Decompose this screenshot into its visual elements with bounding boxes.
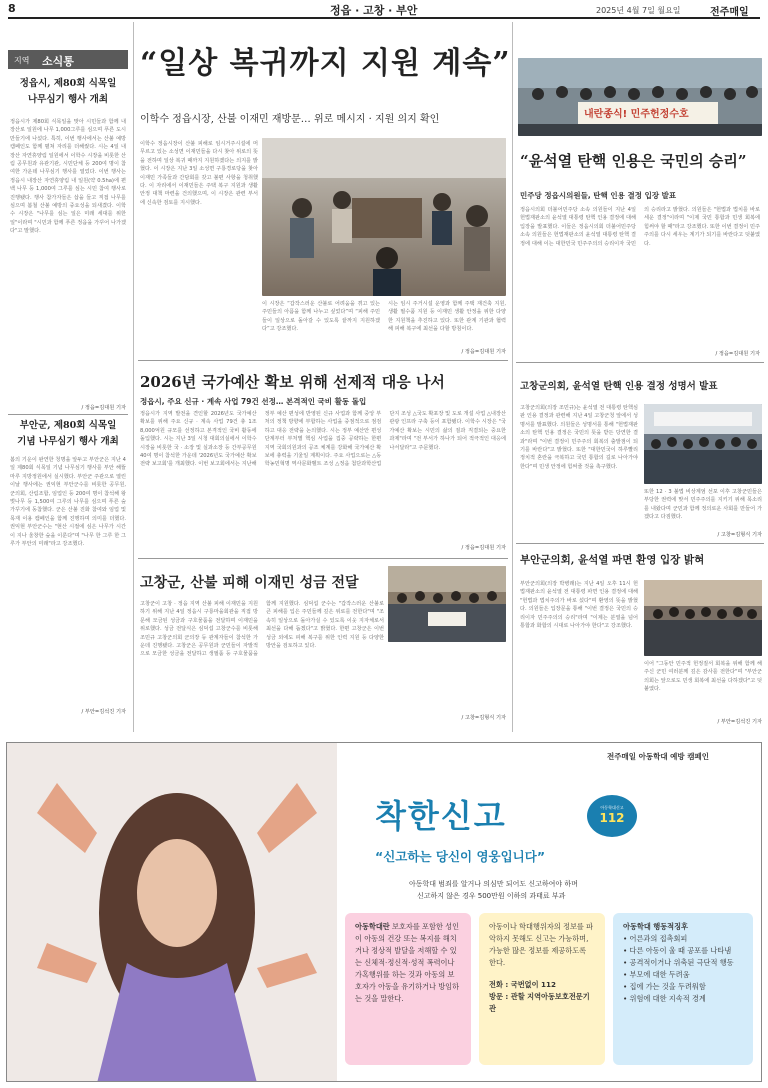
right-top-headline: “윤석열 탄핵 인용은 국민의 승리” [520,152,747,170]
card3-item: • 어른과의 접촉회피 [623,934,688,943]
header-rule [8,17,760,19]
lead-body-1: 이학수 정읍시장이 산불 피해로 임시거주시설에 머무르고 있는 소성면 이재민들을 다시 찾아 위로의 뜻을 전하며 일상 복귀 때까지 지원하겠다는 의지를 밝혔다. 이 시장은 지난 3일 소성면 구룡경로당을 찾아 이재민 가족들과 간담회를 갖고 불편 사항을 청취했다. 이 자리에서 이재민들은 주택 복구 지원과 생활 안정 대책 마련을 건의했으며, 이 시장은 관련 부서에 신속한 검토를 지시했다. [140,141,258,206]
meeting-photo-illustration [262,138,506,296]
card2-phone: 전화 : 국번없이 112 [489,980,557,989]
right-mid-headline: 고창군의회, 윤석열 탄핵 인용 결정 성명서 발표 [520,381,718,392]
right-mid-body: 고창군의회(의장 조민규)는 윤석열 전 대통령 탄핵심판 인용 결정과 관련해 지난 4일 고창군청 앞에서 성명서를 발표했다. 의원들은 성명서를 통해 "헌법재판소의 탄핵 인용 결정은 국민의 뜻을 받든 당연한 결과"라며 "이번 결정이 민주주의 회복의 출발점이 되기를 바란다"고 밝혔다. 또한 "대한민국이 하루빨리 정치적 혼란을 극복하고 국민 통합의 길로 나아가야 한다"며 민생 안정에 힘써줄 것을 촉구했다. [520,405,638,470]
ad-desc-1: 아동학대 범죄를 알거나 의심만 되어도 신고하여야 하며 [409,880,578,888]
lead-body-3: 시는 임시 주거시설 운영과 함께 주택 재건축 지원, 생활 필수품 지원 등 이재민 생활 안정을 위한 다양한 지원책을 추진하고 있다. 또한 관계 기관과 협력해 피해 복구에 최선을 다할 방침이다. [388,301,506,333]
gochang-body: 고창군이 고창 · 정읍 지역 산불 피해 이재민을 지원하기 위해 지난 4일 정읍시 구룡마을회관을 직접 방문해 모금된 성금과 구호물품을 전달하며 이재민을 위로했다. 성금 전달식은 심덕섭 고창군수를 비롯해 조민규 고창군의회 군의장 등 관계자들이 참석한 가운데 진행됐다. 고창군은 공무원과 군민들이 자발적으로 모금한 성금을 전달하고 생필품 등 구호물품을 함께 지원했다. 심덕섭 군수는 "갑작스러운 산불로 큰 피해를 입은 주민들께 깊은 위로를 전한다"며 "조속히 일상으로 돌아가실 수 있도록 이웃 지자체로서 최선을 다해 돕겠다"고 밝혔다. 한편 고창군은 이번 성금 외에도 피해 복구를 위한 인력 지원 등 다양한 방안을 검토하고 있다. [140,601,384,658]
right-bot-byline: / 부안=김석진 기자 [717,719,762,725]
card3-item: • 위험에 대한 지속적 경계 [623,994,706,1003]
card3-item: • 부모에 대한 두려움 [623,970,690,979]
sidebar-item2-headline: 부안군, 제80회 식목일 기념 나무심기 행사 개최 [17,420,119,447]
card3-list [623,933,743,1005]
sidebar-item1-headline: 정읍시, 제80회 식목일 나무심기 행사 개최 [19,78,117,105]
card3-title: 아동학대 행동적징후 [623,922,688,931]
ad-card-report [479,913,605,1065]
card1-title: 아동학대란 [355,922,390,931]
sidebar-tag: 지역 [14,56,30,65]
lead-byline: / 정읍=김대원 기자 [461,349,506,355]
rally-photo-illustration [518,58,762,136]
card3-item: • 집에 가는 것을 두려워함 [623,982,706,991]
ad-card-definition [345,913,471,1065]
card1-text: 보호자를 포함한 성인이 아동의 건강 또는 복지를 해치거나 정상적 발달을 저해할 수 있는 신체적·정신적·성적 폭력이나 가혹행위를 하는 것과 아동의 보호자가 아동을 유기하거나 방임하는 것을 말한다. [355,922,460,1003]
card3-item: • 다른 아동이 울 때 공포를 나타냄 [623,946,732,955]
paper-name: 전주매일 [710,7,749,18]
budget-byline: / 정읍=김대원 기자 [461,545,506,551]
ad-112-badge [587,795,637,837]
sidebar-item2-body: 봄의 기운이 완연한 청명을 앞두고 부안군은 지난 4일 제80회 식목일 기념 나무심기 행사를 부안 해뜰마루 지방정원에서 실시했다. 부안군 주관으로 열린 이날 행사에는 권익현 부안군수를 비롯한 공무원, 군의회, 산림조합, 임업인 등 200여 명이 참석해 왕벚나무 등 1,500여 그루의 나무를 심으며 푸른 숲 가꾸기에 동참했다. 군은 산불 진화 참여와 임업 및 목재 이용 캠페인을 함께 진행하며 의미를 더했다. 권익현 부안군수는 "현산 시절에 심은 나무가 시간이 지나 울창한 숲을 이룬다"며 "나무 한 그루 한 그루가 부안의 미래"라고 강조했다. [10,457,126,548]
page-number: 8 [8,2,16,15]
lead-headline: “일상 복귀까지 지원 계속” [140,46,511,81]
badge-top-text: 아동학대신고 [600,805,624,810]
budget-subhead: 정읍시, 주요 신규 · 계속 사업 79건 선정… 본격적인 국비 활동 돌입 [140,397,367,406]
ad-campaign: 전주매일 아동학대 예방 캠페인 [607,752,710,761]
budget-headline: 2026년 국가예산 확보 위해 선제적 대응 나서 [140,373,445,391]
right-bot-headline: 부안군의회, 윤석열 파면 환영 입장 밝혀 [520,554,705,566]
card2-visit: 방문 : 관할 지역아동보호전문기관 [489,992,590,1013]
assembly-photo-illustration [644,580,762,656]
ad-illustration [7,743,337,1082]
ad-card-signs [613,913,753,1065]
card2-text: 아동이나 학대행위자의 정보를 파악하지 못해도 신고는 가능하며, 가능한 많은 정보를 제공하도록 한다. [489,922,594,967]
sidebar-title: 소식통 [42,55,74,68]
child-abuse-ad [6,742,762,1082]
council-photo [644,404,762,484]
council-photo-illustration [644,404,762,484]
lead-subhead: 이학수 정읍시장, 산불 이재민 재방문… 위로 메시지 · 지원 의지 확인 [140,114,440,125]
right-mid-caption: 또한 12 · 3 불법 비상계엄 선포 이후 고창군민들은 부당한 권력에 맞서 민주주의를 지키기 위해 목소리를 내왔다며 군민과 함께 정의로운 사회를 만들어 가겠다고 다짐했다. [644,489,762,521]
sidebar-item1-body: 정읍시가 제80회 식목일을 맞아 시민들과 함께 내장산로 일원에 나무 1,000그루를 심으며 푸른 도시 만들기에 나섰다. 특히, 이번 행사에서는 산불 예방 캠페인도 함께 펼쳐 자리를 더해줬다. 시는 4일 내장산 자연휴양림 일원에서 이학수 시장을 비롯한 산림 공무원과 유관기관, 시민단체 등 200여 명이 참여한 가운데 나무심기 행사를 열었다. 이번 행사는 정읍시 내장산 자연휴양림 내 일원(약 0.5ha)에 편백 나무 등 1,000여 그루를 심는 시민 참여 행사로 진행됐다. 행사 참가자들은 삽을 들고 직접 나무를 심으며 봄철 산불 예방의 중요성을 되새겼다. 이학수 시장은 "나무를 심는 일은 미래 세대를 위한 일"이라며 "시민과 함께 푸른 정읍을 가꾸어 나가겠다"고 말했다. [10,119,126,235]
issue-date: 2025년 4월 7일 월요일 [596,6,681,15]
card3-item: • 공격적이거나 위축된 극단적 행동 [623,958,734,967]
right-mid-byline: / 고창=김형식 기자 [717,532,762,538]
right-bot-body: 부안군의회(의장 박병래)는 지난 4일 오후 11시 헌법재판소의 윤석열 전 대통령 파면 인용 결정에 대해 "헌법과 법치주의가 바로 섰다"며 환영의 뜻을 밝혔다. 의원들은 입장문을 통해 "이번 결정은 국민의 승리이자 민주주의의 승리"라며 "이제는 분열을 넘어 통합과 화합의 시대로 나아가야 한다"고 강조했다. [520,581,638,630]
rally-photo [518,58,762,136]
ad-desc-2: 신고하지 않은 경우 500만원 이하의 과태료 부과 [417,892,566,900]
rally-banner: 내란종식! 민주헌정수호 [584,109,689,120]
sidebar-item2-byline: / 부안=김석진 기자 [81,709,126,715]
badge-number: 112 [599,811,625,825]
budget-body: 정읍시가 지역 발전을 견인할 2026년도 국가예산 확보를 위해 주요 신규 · 계속 사업 79건 총 1조 8,000억원 규모를 선정하고 본격적인 국비 활동에 돌입했다. 시는 지난 3일 시청 대회의실에서 이학수 시장을 비롯한 국 · 소장 및 실과소장 등 간부공무원 40여 명이 참석한 가운데 '2026년도 국가예산 확보 전략 보고회'를 개최했다. 이번 보고회에서는 지난해 정부 예산 편성에 반영된 신규 사업과 함께 중앙 부처의 정책 방향에 부합하는 사업을 중점적으로 점검하고 대응 전략을 논의했다. 시는 정부 예산안 편성 단계부터 부처별 핵심 사업을 집중 공략하는 한편 지역 국회의원과의 공조 체계를 강화해 국가예산 확보에 총력을 기울일 계획이다. 주요 사업으로는 △동학농민혁명 역사문화벨트 조성 △정읍 첨단과학산업단지 조성 △국도 확포장 및 도로 개설 사업 △내장산 관광 인프라 구축 등이 포함됐다. 이학수 시장은 "국가예산 확보는 시민의 삶의 질과 직결되는 중요한 과제"라며 "전 부서가 하나가 되어 적극적인 대응에 나서달라"고 주문했다. [140,411,506,468]
section-title: 정읍 · 고창 · 부안 [330,4,418,17]
lead-body-2: 이 시장은 “갑작스러운 산불로 어려움을 겪고 있는 주민들의 아픔을 함께 나누고 싶었다”며 “피해 주민들이 일상으로 돌아갈 수 있도록 끝까지 지원하겠다”고 강조했다. [262,301,380,333]
right-top-subhead: 민주당 정읍시의원들, 탄핵 인용 결정 입장 발표 [520,191,677,200]
gochang-headline: 고창군, 산불 피해 이재민 성금 전달 [140,575,359,591]
donation-photo [388,566,506,642]
donation-photo-illustration [388,566,506,642]
sidebar-item1-byline: / 정읍=김대원 기자 [81,405,126,411]
ad-slogan: “신고하는 당신이 영웅입니다” [375,849,546,864]
sidebar-bar [8,50,128,69]
right-top-body: 정읍시의회 더불어민주당 소속 의원들이 지난 4일 헌법재판소의 윤석열 대통령 탄핵 인용 결정에 대해 입장을 발표했다. 이들은 정읍시의회 더불어민주당 소속 의원들은 헌법재판소의 윤석열 대통령 탄핵 결정에 대해 이는 대한민국 민주주의의 승리이자 국민의 승리라고 밝혔다. 의원들은 "헌법과 법치를 바로 세운 결정"이라며 "이제 국민 통합과 민생 회복에 힘써야 할 때"라고 강조했다. 또한 이번 결정이 민주주의를 다시 세우는 계기가 되기를 바란다고 덧붙였다. [520,207,760,247]
right-top-byline: / 정읍=김대원 기자 [715,351,760,357]
ad-logo: 착한신고 [375,797,507,835]
assembly-photo [644,580,762,656]
gochang-byline: / 고창=김형식 기자 [461,715,506,721]
right-bot-caption: 이어 "그동안 민주적 헌정질서 회복을 위해 함께 해주신 군민 여러분께 깊은 감사를 전한다"며 "부안군의회는 앞으로도 민생 회복에 최선을 다하겠다"고 덧붙였다. [644,661,762,693]
lead-photo [262,138,506,296]
